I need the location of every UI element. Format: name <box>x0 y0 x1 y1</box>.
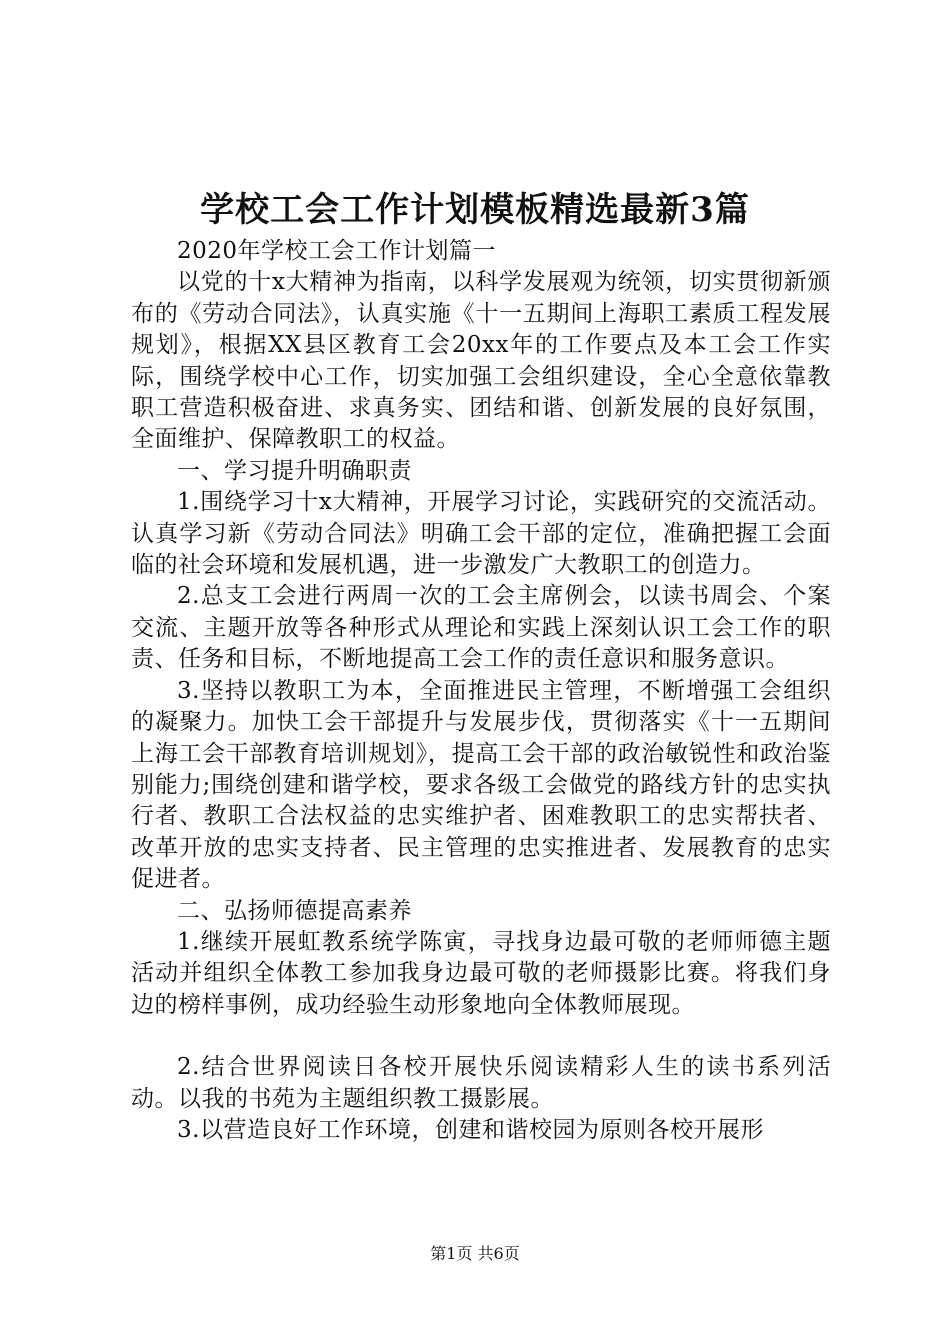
paragraph-study-1: 1.围绕学习十x大精神，开展学习讨论，实践研究的交流活动。认真学习新《劳动合同法》明确工会干部的定位，准确把握工会面临的社会环境和发展机遇，进一步激发广大教职工的创造力。 <box>131 489 831 579</box>
paragraph-ethics-2: 2.结合世界阅读日各校开展快乐阅读精彩人生的读书系列活动。以我的书苑为主题组织教工摄影展。 <box>131 1054 831 1112</box>
paragraph-study-3: 3.坚持以教职工为本，全面推进民主管理，不断增强工会组织的凝聚力。加快工会干部提升与发展步伐，贯彻落实《十一五期间上海工会干部教育培训规划》，提高工会干部的政治敏锐性和政治鉴别能力;围绕创建和谐学校，要求各级工会做党的路线方针的忠实执行者、教职工合法权益的忠实维护者、困难教职工的忠实帮扶者、改革开放的忠实支持者、民主管理的忠实推进者、发展教育的忠实促进者。 <box>131 677 831 893</box>
paragraph-intro: 以党的十x大精神为指南，以科学发展观为统领，切实贯彻新颁布的《劳动合同法》，认真实施《十一五期间上海职工素质工程发展规划》，根据XX县区教育工会20xx年的工作要点及本工会工作实际，围绕学校中心工作，切实加强工会组织建设，全心全意依靠教职工营造积极奋进、求真务实、团结和谐、创新发展的良好氛围，全面维护、保障教职工的权益。 <box>131 269 831 453</box>
paragraph-ethics-1: 1.继续开展虹教系统学陈寅，寻找身边最可敬的老师师德主题活动并组织全体教工参加我身边最可敬的老师摄影比赛。将我们身边的榜样事例，成功经验生动形象地向全体教师展现。 <box>131 928 831 1018</box>
page-footer: 第1页 共6页 <box>430 1244 520 1263</box>
paragraph-ethics-3: 3.以营造良好工作环境，创建和谐校园为原则各校开展形 <box>177 1116 764 1143</box>
section-heading-ethics: 二、弘扬师德提高素养 <box>177 897 412 924</box>
section-heading-study: 一、学习提升明确职责 <box>177 457 412 484</box>
document-body <box>131 236 831 1146</box>
document-title: 学校工会工作计划模板精选最新3篇 <box>200 190 750 230</box>
paragraph-study-2: 2.总支工会进行两周一次的工会主席例会，以读书周会、个案交流、主题开放等各种形式从理论和实践上深刻认识工会工作的职责、任务和目标，不断地提高工会工作的责任意识和服务意识。 <box>131 583 831 673</box>
section-heading-plan-one: 2020年学校工会工作计划篇一 <box>177 238 497 264</box>
